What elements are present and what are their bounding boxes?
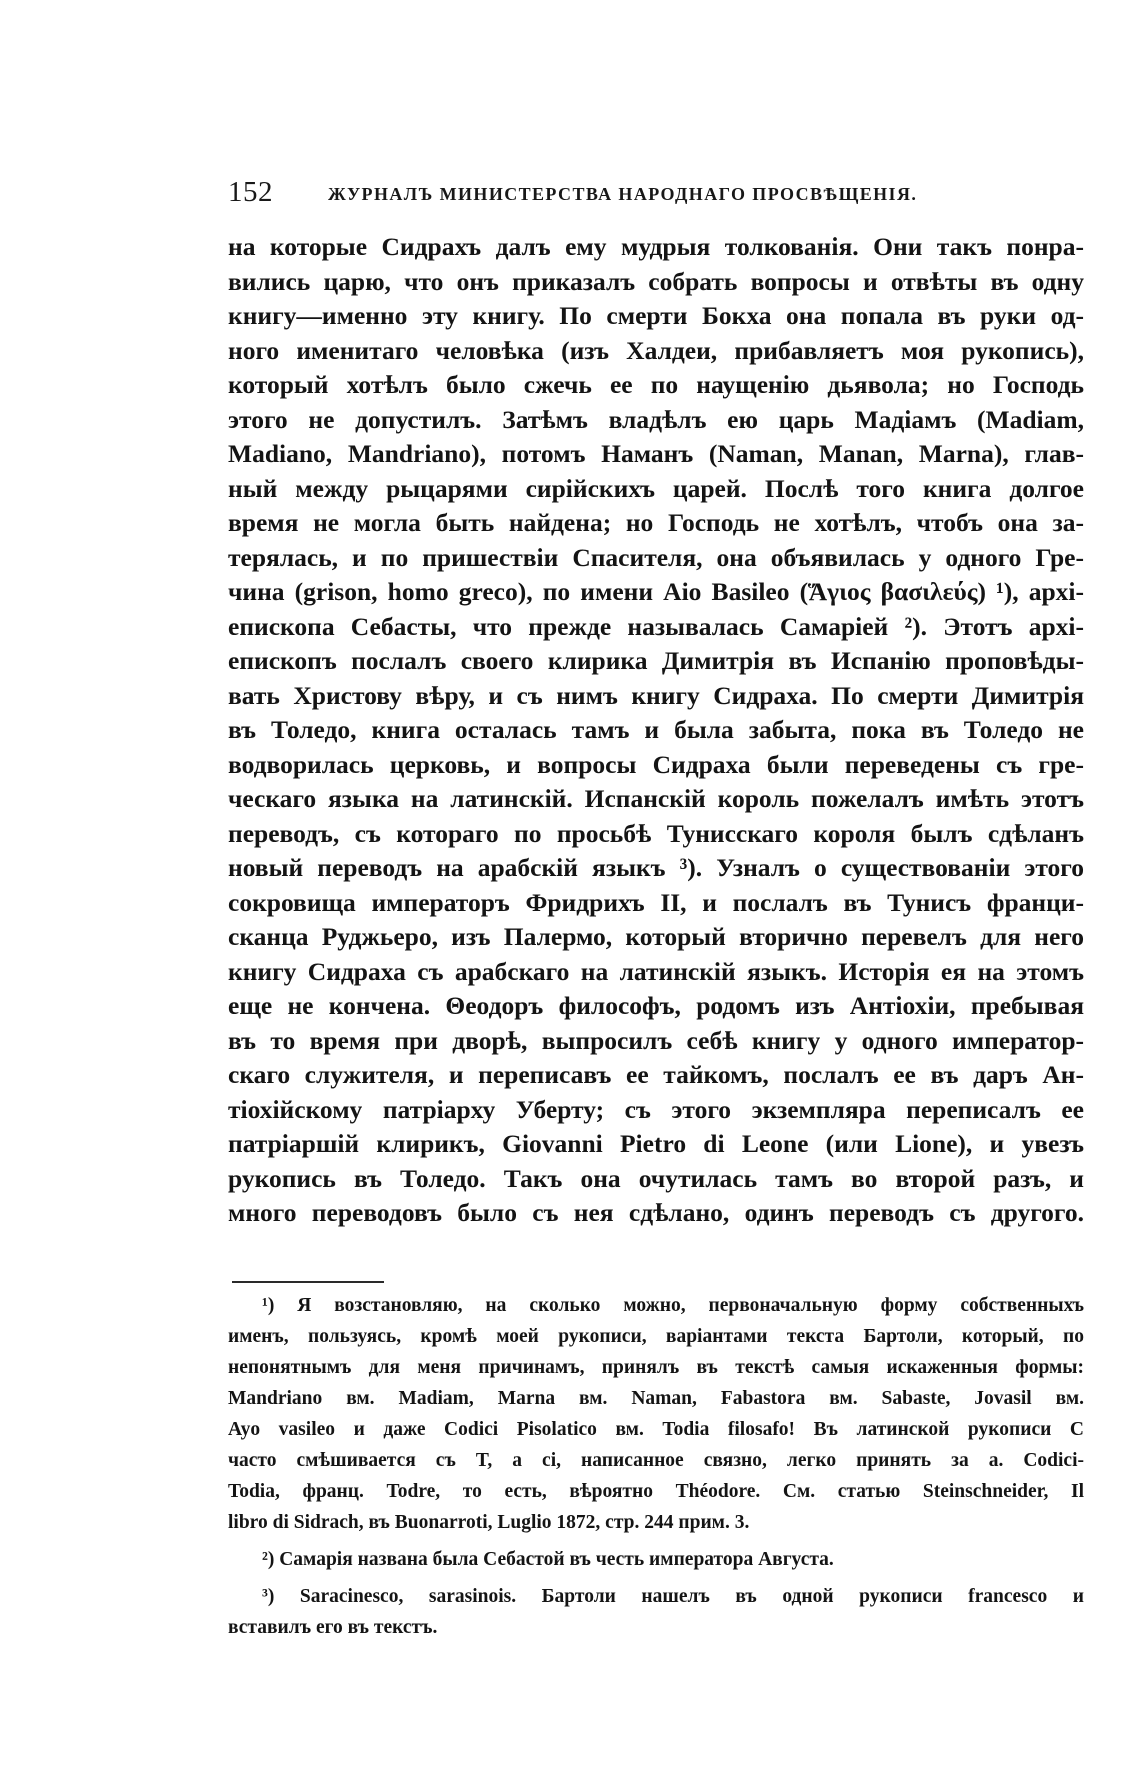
text-line: который хотѣлъ было сжечь ее по наущенію дьявола; но Господь [228, 370, 1084, 399]
footnote-1-line: часто смѣшивается съ T, a ci, написанное связно, легко принять за a. Codici- [228, 1450, 1084, 1471]
text-line: рукопись въ Толедо. Такъ она очутилась тамъ во второй разъ, и [228, 1163, 1084, 1193]
text-line: тіохійскому патріарху Уберту; съ этого экземпляра переписалъ ее [228, 1094, 1084, 1124]
footnote-1-line: именъ, пользуясь, кромѣ моей рукописи, варіантами текста Бартоли, который, по [228, 1326, 1084, 1347]
text-line: новый переводъ на арабскій языкъ ³). Узналъ о существованіи этого [228, 853, 1084, 882]
footnote-3-line: ³) Saracinesco, sarasinois. Бартоли нашелъ въ одной рукописи francesco и [262, 1586, 1084, 1607]
text-line: время не могла быть найдена; но Господь не хотѣлъ, чтобъ она за- [228, 508, 1084, 537]
text-line: книгу—именно эту книгу. По смерти Бокха она попала въ руки од- [228, 301, 1084, 330]
text-line: вать Христову вѣру, и съ нимъ книгу Сидраха. По смерти Димитрія [228, 680, 1084, 710]
footnote-1-line: Mandriano вм. Madiam, Marna вм. Naman, Fabastora вм. Sabaste, Jovasil вм. [228, 1388, 1084, 1409]
running-head: ЖУРНАЛЪ МИНИСТЕРСТВА НАРОДНАГО ПРОСВѢЩЕНІЯ. [328, 184, 918, 204]
text-line: терялась, и по пришествіи Спасителя, она объявилась у одного Гре- [228, 542, 1084, 572]
text-line: ного именитаго человѣка (изъ Халдеи, прибавляетъ моя рукопись), [228, 335, 1084, 365]
page-header [228, 174, 998, 214]
text-line: на которые Сидрахъ далъ ему мудрыя толкованія. Они такъ понра- [228, 232, 1084, 261]
text-line: сокровища императоръ Фридрихъ II, и послалъ въ Тунисъ франци- [228, 887, 1084, 917]
text-line: еще не кончена. Θеодоръ философъ, родомъ изъ Антіохіи, пребывая [228, 991, 1084, 1020]
footnote-divider [232, 1281, 384, 1283]
footnote-1-line: Ayo vasileo и даже Codici Pisolatico вм. Todia filosafo! Въ латинской рукописи C [228, 1419, 1084, 1440]
text-line: книгу Сидраха съ арабскаго на латинскій языкъ. Исторія ея на этомъ [228, 956, 1084, 986]
footnote-2-line: ²) Самарія названа была Себастой въ честь императора Августа. [262, 1549, 834, 1570]
page-number: 152 [228, 176, 273, 208]
footnote-1-line: libro di Sidrach, въ Buonarroti, Luglio 1872, стр. 244 прим. 3. [228, 1512, 750, 1533]
footnote-1-line: Todia, франц. Todre, то есть, вѣроятно Théodore. См. статью Steinschneider, Il [228, 1481, 1084, 1502]
footnote-3-line: вставилъ его въ текстъ. [228, 1617, 438, 1638]
text-line: водворилась церковь, и вопросы Сидраха были переведены съ гре- [228, 749, 1084, 779]
text-line: епископъ послалъ своего клирика Димитрія въ Испанію проповѣды- [228, 646, 1084, 675]
footnotes [228, 1290, 1084, 1643]
text-line: чина (grison, homo greco), по имени Aio Basileo (Ἅγιος βασιλεύς) ¹), архі- [228, 577, 1084, 606]
text-line: скаго служителя, и переписавъ ее тайкомъ, послалъ ее въ даръ Ан- [228, 1060, 1084, 1089]
text-line: сканца Руджьеро, изъ Палермо, который вторично перевелъ для него [228, 922, 1084, 951]
text-line: Madiano, Mandriano), потомъ Наманъ (Naman, Manan, Marna), глав- [228, 439, 1084, 468]
text-line: въ Толедо, книга осталась тамъ и была забыта, пока въ Толедо не [228, 715, 1084, 744]
text-line: этого не допустилъ. Затѣмъ владѣлъ ею царь Мадіамъ (Madiam, [228, 404, 1084, 434]
text-line: епископа Себасты, что прежде называлась Самаріей ²). Этотъ архі- [228, 611, 1084, 641]
text-line: много переводовъ было съ нея сдѣлано, одинъ переводъ съ другого. [228, 1198, 1084, 1227]
main-text [228, 230, 1084, 1231]
text-line: въ то время при дворѣ, выпросилъ себѣ книгу у одного император- [228, 1025, 1084, 1055]
text-line: переводъ, съ котораго по просьбѣ Тунисскаго короля былъ сдѣланъ [228, 818, 1084, 848]
text-line: патріаршій клирикъ, Giovanni Pietro di Leone (или Lione), и увезъ [228, 1129, 1084, 1158]
footnote-1-line: ¹) Я возстановляю, на сколько можно, первоначальную форму собственныхъ [262, 1295, 1084, 1316]
text-line: вились царю, что онъ приказалъ собрать вопросы и отвѣты въ одну [228, 266, 1084, 296]
text-line: ный между рыцарями сирійскихъ царей. Послѣ того книга долгое [228, 473, 1084, 503]
text-line: ческаго языка на латинскій. Испанскій король пожелалъ имѣть этотъ [228, 784, 1084, 813]
footnote-1-line: непонятнымъ для меня причинамъ, принялъ въ текстѣ самыя искаженныя формы: [228, 1357, 1084, 1378]
